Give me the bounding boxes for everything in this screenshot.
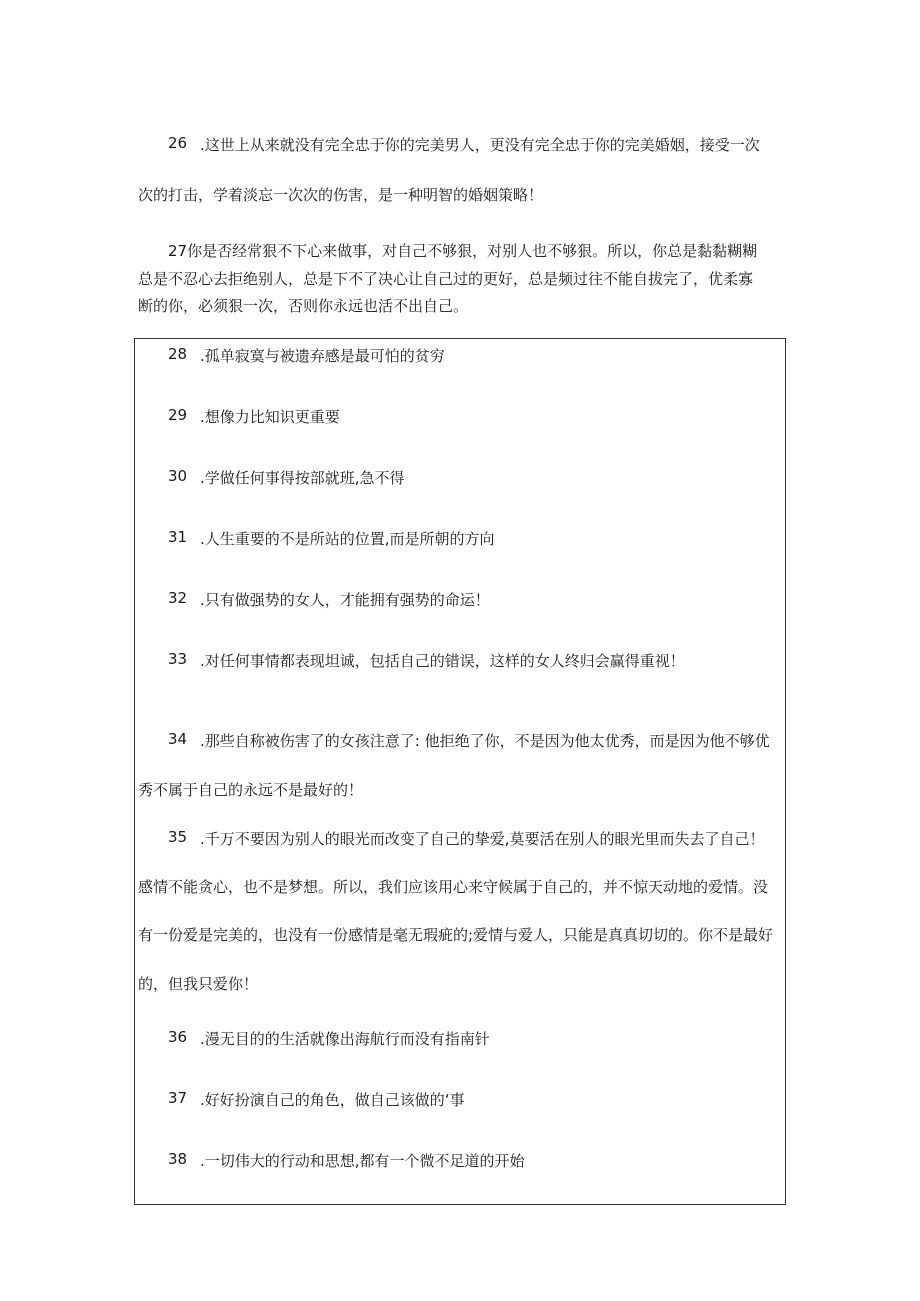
item-35-number: 35 — [168, 828, 188, 846]
item-28-text: .孤单寂寞与被遗弃感是最可怕的贫穷 — [200, 347, 445, 365]
item-31-number: 31 — [168, 528, 188, 546]
item-26-continuation: 次的打击，学着淡忘一次次的伤害，是一种明智的婚姻策略！ — [138, 186, 544, 204]
item-32-number: 32 — [168, 589, 188, 607]
item-32-text: .只有做强势的女人，才能拥有强势的命运！ — [200, 591, 490, 609]
item-31-text: .人生重要的不是所站的位置,而是所朝的方向 — [200, 530, 495, 548]
item-27-line-2: 总是不忍心去拒绝别人，总是下不了决心让自己过的更好，总是频过往不能自拔完了，优柔寡 — [138, 270, 754, 288]
item-33-text: .对任何事情都表现坦诚，包括自己的错误，这样的女人终归会赢得重视！ — [200, 652, 685, 670]
item-27-line-3: 断的你，必须狠一次，否则你永远也活不出自己。 — [138, 297, 469, 315]
item-29-number: 29 — [168, 406, 188, 424]
item-36-text: .漫无目的的生活就像出海航行而没有指南针 — [200, 1030, 490, 1048]
item-26-text: .这世上从来就没有完全忠于你的完美男人，更没有完全忠于你的完美婚姻，接受一次 — [200, 136, 760, 154]
item-37-number: 37 — [168, 1089, 188, 1107]
item-35-text: .千万不要因为别人的眼光而改变了自己的挚爱,莫要活在别人的眼光里而失去了自己！ — [200, 830, 765, 848]
item-28-number: 28 — [168, 345, 188, 363]
item-27-line-1: 27你是否经常狠不下心来做事，对自己不够狠，对别人也不够狠。所以，你总是黏黏糊糊 — [168, 242, 758, 260]
item-38-text: .一切伟大的行动和思想,都有一个微不足道的开始 — [200, 1152, 525, 1170]
item-26-number: 26 — [168, 134, 188, 152]
item-35-continuation-1: 感情不能贪心，也不是梦想。所以，我们应该用心来守候属于自己的，并不惊天动地的爱情。没 — [138, 878, 769, 896]
item-36-number: 36 — [168, 1028, 188, 1046]
item-34-text: .那些自称被伤害了的女孩注意了: 他拒绝了你，不是因为他太优秀，而是因为他不够优 — [200, 732, 770, 750]
item-34-continuation: 秀不属于自己的永远不是最好的！ — [138, 781, 364, 799]
item-30-number: 30 — [168, 467, 188, 485]
item-35-continuation-3: 的，但我只爱你！ — [138, 975, 259, 993]
item-29-text: .想像力比知识更重要 — [200, 408, 340, 426]
item-33-number: 33 — [168, 650, 188, 668]
item-30-text: .学做任何事得按部就班,急不得 — [200, 469, 405, 487]
item-34-number: 34 — [168, 730, 188, 748]
item-35-continuation-2: 有一份爱是完美的，也没有一份感情是毫无瑕疵的;爱情与爱人，只能是真真切切的。你不是最好 — [138, 926, 774, 944]
item-37-text: .好好扮演自己的角色，做自己该做的‘事 — [200, 1091, 465, 1109]
item-38-number: 38 — [168, 1150, 188, 1168]
